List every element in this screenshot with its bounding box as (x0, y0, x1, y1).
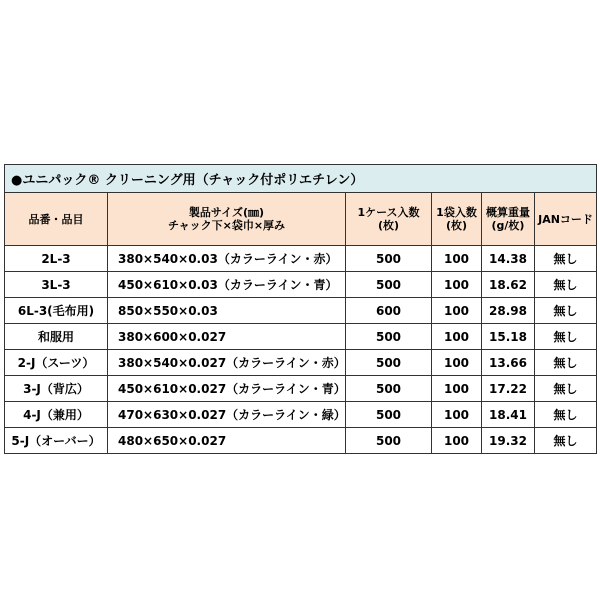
cell-size: 380×540×0.03（カラーライン・赤） (108, 246, 346, 272)
header-weight-line1: 概算重量 (486, 206, 530, 219)
cell-weight: 14.38 (482, 246, 535, 272)
cell-jan: 無し (535, 428, 597, 454)
cell-bag-qty: 100 (432, 376, 482, 402)
cell-case-qty: 500 (346, 324, 432, 350)
cell-item: 3L-3 (5, 272, 108, 298)
cell-bag-qty: 100 (432, 272, 482, 298)
cell-size: 380×540×0.027（カラーライン・赤） (108, 350, 346, 376)
header-item: 品番・品目 (5, 193, 108, 246)
cell-item: 6L-3(毛布用) (5, 298, 108, 324)
product-table-container (4, 164, 596, 454)
header-weight (482, 193, 535, 246)
header-case-line2: (枚) (377, 219, 400, 232)
cell-jan: 無し (535, 272, 597, 298)
cell-item: 4-J（兼用） (5, 402, 108, 428)
product-spec-table (4, 164, 597, 454)
table-row (5, 402, 597, 428)
table-header-row (5, 193, 597, 246)
cell-bag-qty: 100 (432, 298, 482, 324)
header-case-line1: 1ケース入数 (357, 206, 420, 219)
cell-size: 450×610×0.027（カラーライン・青） (108, 376, 346, 402)
header-size-line2: チャック下×袋巾×厚み (167, 219, 286, 232)
table-title: ●ユニパック® クリーニング用（チャック付ポリエチレン） (5, 165, 597, 193)
cell-item: 和服用 (5, 324, 108, 350)
cell-bag-qty: 100 (432, 246, 482, 272)
table-row (5, 376, 597, 402)
header-weight-line2: (g/枚) (491, 219, 525, 232)
cell-size: 380×600×0.027 (108, 324, 346, 350)
cell-jan: 無し (535, 350, 597, 376)
header-case-qty (346, 193, 432, 246)
cell-weight: 18.62 (482, 272, 535, 298)
cell-weight: 17.22 (482, 376, 535, 402)
table-row (5, 324, 597, 350)
cell-size: 470×630×0.027（カラーライン・緑） (108, 402, 346, 428)
table-row (5, 350, 597, 376)
cell-case-qty: 500 (346, 246, 432, 272)
header-bag-line1: 1袋入数 (436, 206, 477, 219)
cell-case-qty: 500 (346, 272, 432, 298)
table-row (5, 428, 597, 454)
table-title-row (5, 165, 597, 193)
cell-jan: 無し (535, 298, 597, 324)
cell-bag-qty: 100 (432, 428, 482, 454)
cell-bag-qty: 100 (432, 402, 482, 428)
cell-size: 450×610×0.03（カラーライン・青） (108, 272, 346, 298)
table-row (5, 246, 597, 272)
cell-jan: 無し (535, 402, 597, 428)
cell-case-qty: 500 (346, 350, 432, 376)
cell-weight: 28.98 (482, 298, 535, 324)
cell-jan: 無し (535, 324, 597, 350)
header-size (108, 193, 346, 246)
cell-weight: 15.18 (482, 324, 535, 350)
cell-item: 2L-3 (5, 246, 108, 272)
cell-item: 2-J（スーツ） (5, 350, 108, 376)
header-size-line1: 製品サイズ(㎜) (188, 206, 265, 219)
header-bag-qty (432, 193, 482, 246)
cell-case-qty: 600 (346, 298, 432, 324)
cell-size: 850×550×0.03 (108, 298, 346, 324)
cell-jan: 無し (535, 376, 597, 402)
cell-weight: 13.66 (482, 350, 535, 376)
cell-item: 5-J（オーバー） (5, 428, 108, 454)
cell-bag-qty: 100 (432, 324, 482, 350)
table-row (5, 298, 597, 324)
cell-size: 480×650×0.027 (108, 428, 346, 454)
cell-weight: 19.32 (482, 428, 535, 454)
cell-case-qty: 500 (346, 428, 432, 454)
cell-jan: 無し (535, 246, 597, 272)
table-row (5, 272, 597, 298)
cell-bag-qty: 100 (432, 350, 482, 376)
cell-item: 3-J（背広） (5, 376, 108, 402)
cell-case-qty: 500 (346, 376, 432, 402)
header-jan: JANコード (535, 193, 597, 246)
cell-case-qty: 500 (346, 402, 432, 428)
header-bag-line2: (枚) (445, 219, 468, 232)
cell-weight: 18.41 (482, 402, 535, 428)
